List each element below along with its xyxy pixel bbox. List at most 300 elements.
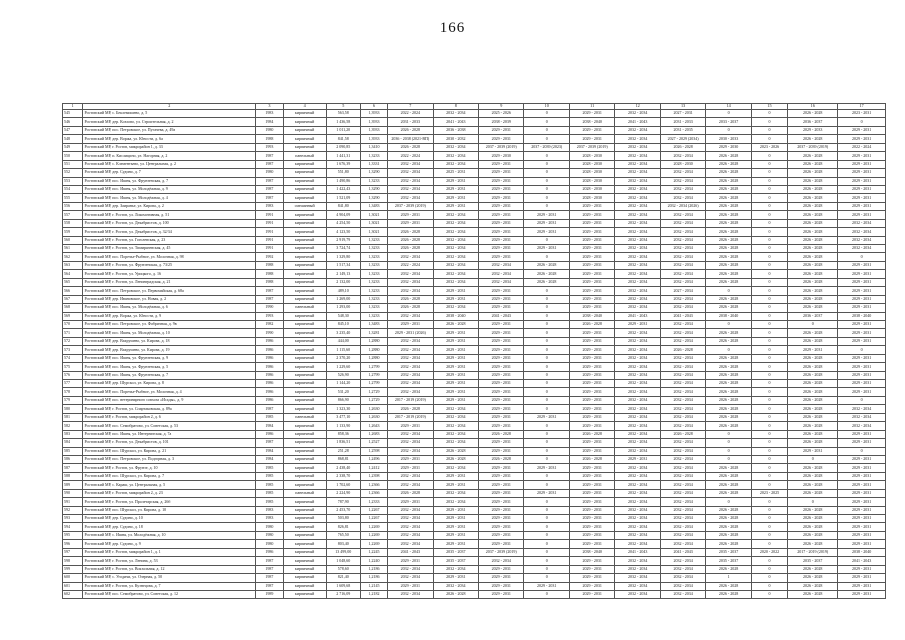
table-cell: 2029 - 2031	[838, 363, 886, 371]
table-cell: 0	[524, 177, 569, 185]
table-row	[63, 185, 886, 193]
table-cell: 1,3233	[360, 270, 387, 278]
table-cell: 2032 - 2034	[479, 261, 524, 269]
table-cell: 1987	[256, 194, 283, 202]
table-cell: 2032 - 2034	[615, 472, 660, 480]
table-row	[63, 515, 886, 523]
table-cell: 2032 - 2034	[660, 194, 705, 202]
table-cell: 1,2245	[360, 548, 387, 556]
table-cell: 2029 - 2031	[479, 253, 524, 261]
table-cell: 2041 - 2043	[479, 312, 524, 320]
table-cell: 821,40	[326, 574, 360, 582]
table-cell: 2023 - 2025	[751, 489, 787, 497]
table-cell: 2026 - 2028	[788, 430, 838, 438]
table-cell: 2032 - 2034	[615, 574, 660, 582]
table-cell: 2032 - 2034	[660, 498, 705, 506]
table-cell: 2029 - 2031	[569, 405, 614, 413]
table-cell: 2029 - 2030	[706, 143, 751, 151]
table-cell: 0	[524, 354, 569, 362]
table-cell: 2032 - 2034	[838, 245, 886, 253]
table-cell: 2026 - 2028	[788, 287, 838, 295]
table-cell: 2025 - 2026	[479, 110, 524, 118]
table-cell: 2038 - 2040	[838, 312, 886, 320]
table-row	[63, 472, 886, 480]
table-cell: 2029 - 2031	[479, 515, 524, 523]
table-cell: 2022 - 2024	[388, 152, 433, 160]
table-cell: 2029 - 2031	[479, 590, 524, 598]
table-cell: 0	[751, 565, 787, 573]
table-cell: 2022 - 2024	[388, 261, 433, 269]
column-header: 6	[360, 104, 387, 110]
table-cell: 1980	[256, 126, 283, 134]
table-cell: 1987	[256, 160, 283, 168]
table-cell: 1983	[256, 202, 283, 210]
table-cell: 2032 - 2034	[615, 380, 660, 388]
table-cell: 2032 - 2034	[615, 202, 660, 210]
row-number-cell: 598	[63, 557, 83, 565]
row-number-cell: 582	[63, 422, 83, 430]
row-number-cell: 567	[63, 295, 83, 303]
column-header: 8	[433, 104, 478, 110]
table-cell: 2029 - 2031	[479, 135, 524, 143]
table-cell: 0	[706, 447, 751, 455]
table-cell: 1987	[256, 177, 283, 185]
row-number-cell: 555	[63, 194, 83, 202]
table-cell: 0	[751, 396, 787, 404]
table-cell: 0	[524, 439, 569, 447]
table-cell: 2029 - 2031	[433, 515, 478, 523]
table-cell: 2032 - 2034	[615, 498, 660, 506]
table-cell: 2032 - 2034	[388, 380, 433, 388]
table-cell: 2029 - 2031	[388, 219, 433, 227]
column-header: 10	[524, 104, 569, 110]
table-cell: 1 115,60	[326, 346, 360, 354]
table-cell: 2032 - 2034	[615, 489, 660, 497]
table-cell: 1987	[256, 185, 283, 193]
table-row	[63, 574, 886, 582]
table-cell: 2032 - 2034	[660, 177, 705, 185]
table-cell: 1986	[256, 548, 283, 556]
table-cell: 2029 - 2031	[433, 337, 478, 345]
table-cell: 0	[838, 253, 886, 261]
table-cell: 2029 - 2031	[479, 540, 524, 548]
table-cell: 2029 - 2031	[479, 380, 524, 388]
table-cell: 2026 - 2028	[388, 245, 433, 253]
address-cell: Ростовский МР, г. Ростов, ул. Гоголевская, д. 23	[83, 236, 256, 244]
table-cell: 0	[524, 388, 569, 396]
table-cell: 787,90	[326, 498, 360, 506]
row-number-cell: 584	[63, 439, 83, 447]
table-cell: 2029 - 2031	[569, 388, 614, 396]
table-cell: 2029 - 2031	[433, 346, 478, 354]
table-cell: 2032 - 2034	[433, 152, 478, 160]
table-cell: 2026 - 2028	[569, 455, 614, 463]
table-cell: 2026 - 2028	[660, 346, 705, 354]
row-number-cell: 557	[63, 211, 83, 219]
table-cell: 2032 - 2034	[660, 236, 705, 244]
table-row	[63, 557, 886, 565]
table-cell: 2032 - 2034	[660, 464, 705, 472]
table-cell: 2032 - 2034	[433, 160, 478, 168]
table-cell: 2029 - 2031	[838, 126, 886, 134]
row-number-cell: 554	[63, 185, 83, 193]
table-cell: 0	[524, 430, 569, 438]
table-cell: 1986	[256, 380, 283, 388]
column-header: 12	[615, 104, 660, 110]
table-cell: 2026 - 2028	[388, 304, 433, 312]
table-cell: 2029 - 2031	[569, 245, 614, 253]
table-cell: 2037 - 2039 (2019)	[388, 202, 433, 210]
table-cell: 2032 - 2034	[615, 422, 660, 430]
table-cell: 2041 - 2043	[615, 118, 660, 126]
table-cell: 2026 - 2028	[706, 422, 751, 430]
table-cell: 1985	[256, 413, 283, 421]
address-cell: Ростовский МР, с. Караш, ул. Центральная, д. 5	[83, 481, 256, 489]
address-cell: Ростовский МР, пос. Петровское, ул. Пугачева, д. 49а	[83, 126, 256, 134]
table-cell: 1986	[256, 363, 283, 371]
table-cell: 0	[751, 177, 787, 185]
table-cell: 1,2630	[360, 413, 387, 421]
table-cell: 0	[751, 590, 787, 598]
table-cell: 2026 - 2028	[788, 194, 838, 202]
row-number-cell: 587	[63, 464, 83, 472]
table-cell: 2029 - 2031	[524, 211, 569, 219]
table-cell: 2032 - 2034	[615, 388, 660, 396]
address-cell: Ростовский МР, г. Ростов, микрорайон 1, д. 1	[83, 548, 256, 556]
table-cell: 0	[751, 202, 787, 210]
table-cell: кирпичный	[283, 498, 326, 506]
table-cell: 2026 - 2028	[706, 481, 751, 489]
table-row	[63, 135, 886, 143]
table-cell: 0	[751, 447, 787, 455]
table-cell: 2026 - 2028	[706, 177, 751, 185]
column-header: 13	[660, 104, 705, 110]
address-cell: Ростовский МР, дер. Воржа, ул. Юности, д. 6а	[83, 135, 256, 143]
table-cell: кирпичный	[283, 472, 326, 480]
table-cell: 2017 - 2019 (2019)	[788, 548, 838, 556]
table-cell: 1987	[256, 565, 283, 573]
table-cell: 2029 - 2031	[838, 304, 886, 312]
table-cell: 2029 - 2031	[569, 337, 614, 345]
table-cell: 2032 - 2034	[388, 481, 433, 489]
table-cell: 2026 - 2028	[788, 489, 838, 497]
table-cell: 0	[524, 160, 569, 168]
table-cell: 251,28	[326, 447, 360, 455]
table-cell: 2032 - 2034	[388, 169, 433, 177]
table-cell: 1,2799	[360, 363, 387, 371]
table-cell: 2026 - 2028	[706, 531, 751, 539]
address-cell: Ростовский МР, дер. Судино, д. 9	[83, 540, 256, 548]
table-cell: 2032 - 2034	[660, 481, 705, 489]
table-cell: 2029 - 2031	[569, 506, 614, 514]
table-cell: 0	[524, 540, 569, 548]
table-cell: 1987	[256, 287, 283, 295]
table-cell: 0	[524, 202, 569, 210]
table-cell: 2032 - 2034	[660, 455, 705, 463]
table-cell: 13 499,00	[326, 548, 360, 556]
table-cell: 2029 - 2031	[433, 363, 478, 371]
register-table-container	[62, 103, 886, 599]
table-cell: 2026 - 2028	[788, 295, 838, 303]
table-cell: 2037 - 2039 (2019)	[788, 143, 838, 151]
table-cell: 0	[706, 430, 751, 438]
table-cell: 2029 - 2031	[479, 464, 524, 472]
table-cell: 1,3021	[360, 211, 387, 219]
table-cell: 2032 - 2034	[388, 565, 433, 573]
table-cell: 2029 - 2031	[838, 371, 886, 379]
table-cell: 2032 - 2034	[388, 194, 433, 202]
table-cell: 2029 - 2031	[569, 565, 614, 573]
table-cell: 2035 - 2037	[706, 557, 751, 565]
table-cell: 1 490,86	[326, 177, 360, 185]
address-cell: Ростовский МР, дер. Вахрушево, ул. Кирова, д. 18	[83, 337, 256, 345]
table-cell: кирпичный	[283, 422, 326, 430]
table-cell: 2032 - 2034	[660, 515, 705, 523]
table-cell: 2038 - 2040	[569, 312, 614, 320]
table-row	[63, 396, 886, 404]
address-cell: Ростовский МР, г. Ростов, ул. Кузнецова, д. 7	[83, 582, 256, 590]
table-cell: 1,2269	[360, 540, 387, 548]
table-cell: 1,3233	[360, 295, 387, 303]
address-cell: Ростовский МР, дер. Козлово, ул. Строительная, д. 2	[83, 118, 256, 126]
table-cell: 1 521,09	[326, 194, 360, 202]
table-cell: 2029 - 2031	[838, 498, 886, 506]
table-cell: 2029 - 2031	[569, 270, 614, 278]
table-cell: 2026 - 2028	[706, 413, 751, 421]
table-row	[63, 169, 886, 177]
row-number-cell: 549	[63, 143, 83, 151]
row-number-cell: 599	[63, 565, 83, 573]
table-cell: 2029 - 2031	[838, 430, 886, 438]
address-cell: Ростовский МР, пос. Семибратово, ул. Советская, д. 53	[83, 422, 256, 430]
table-cell: 2032 - 2034	[388, 312, 433, 320]
table-cell: 2029 - 2031	[479, 329, 524, 337]
table-row	[63, 565, 886, 573]
table-cell: 1,3233	[360, 152, 387, 160]
table-cell: 2029 - 2031	[838, 531, 886, 539]
table-cell: кирпичный	[283, 557, 326, 565]
table-cell: 2029 - 2031	[433, 380, 478, 388]
table-cell: 1987	[256, 557, 283, 565]
table-cell: 2032 - 2034	[615, 177, 660, 185]
table-cell: 2026 - 2028	[788, 590, 838, 598]
table-cell: 2026 - 2028	[569, 430, 614, 438]
table-cell: 0	[524, 110, 569, 118]
table-cell: 2029 - 2031	[388, 320, 433, 328]
table-cell: 0	[751, 380, 787, 388]
table-cell: 2032 - 2034	[660, 447, 705, 455]
table-cell: 2032 - 2034	[433, 219, 478, 227]
table-cell: 0	[524, 481, 569, 489]
table-cell: 2026 - 2028	[524, 270, 569, 278]
table-cell: 0	[751, 110, 787, 118]
address-cell: Ростовский МР, г. Ростов, ул. Ленина, д. 53	[83, 557, 256, 565]
table-cell: 1,3233	[360, 304, 387, 312]
table-cell: 1 048,60	[326, 557, 360, 565]
table-cell: 2029 - 2031	[433, 396, 478, 404]
row-number-cell: 594	[63, 523, 83, 531]
table-cell: 2032 - 2034	[433, 439, 478, 447]
table-cell: 2029 - 2031	[433, 177, 478, 185]
table-cell: 0	[706, 110, 751, 118]
table-cell: 0	[751, 152, 787, 160]
table-cell: 1980	[256, 540, 283, 548]
table-cell: 0	[751, 506, 787, 514]
table-cell: кирпичный	[283, 354, 326, 362]
column-header: 2	[83, 104, 256, 110]
row-number-cell: 571	[63, 329, 83, 337]
table-cell: 2026 - 2028	[706, 304, 751, 312]
table-cell: 1986	[256, 371, 283, 379]
table-cell: 868,81	[326, 455, 360, 463]
table-cell: 2029 - 2031	[433, 388, 478, 396]
table-row	[63, 506, 886, 514]
table-cell: 1982	[256, 320, 283, 328]
table-cell: 2029 - 2031	[479, 582, 524, 590]
table-cell: 1,2186	[360, 574, 387, 582]
table-cell: 2032 - 2034	[615, 481, 660, 489]
table-cell: 2031 - 2035	[660, 126, 705, 134]
table-cell: 0	[751, 430, 787, 438]
table-cell: 2029 - 2031	[615, 455, 660, 463]
table-cell: 1,2240	[360, 557, 387, 565]
table-cell: 2032 - 2034	[660, 405, 705, 413]
table-cell: 2028 - 2030	[569, 194, 614, 202]
table-row	[63, 312, 886, 320]
table-cell: 0	[751, 287, 787, 295]
row-number-cell: 574	[63, 354, 83, 362]
table-cell: 0	[524, 169, 569, 177]
table-row	[63, 329, 886, 337]
table-row	[63, 236, 886, 244]
table-cell: 1,3233	[360, 253, 387, 261]
table-cell: 0	[524, 320, 569, 328]
table-cell: 2032 - 2034	[660, 169, 705, 177]
table-cell: 2038 - 2040	[569, 118, 614, 126]
table-cell: 548,30	[326, 312, 360, 320]
address-cell: Ростовский МР, с. Угодичи, ул. Озерная, д. 50	[83, 574, 256, 582]
address-cell: Ростовский МР, г. Ростов, ул. Декабристов, д. 101	[83, 439, 256, 447]
table-cell: 2029 - 2031	[838, 295, 886, 303]
table-cell: 2028 - 2030	[569, 169, 614, 177]
table-row	[63, 439, 886, 447]
table-cell: 2038 - 2039	[479, 118, 524, 126]
table-cell: 0	[751, 245, 787, 253]
table-row	[63, 531, 886, 539]
table-cell: 2029 - 2031	[838, 472, 886, 480]
table-row	[63, 489, 886, 497]
table-cell: 0	[524, 380, 569, 388]
table-cell: 0	[751, 515, 787, 523]
table-cell: 2029 - 2031	[479, 219, 524, 227]
table-cell: кирпичный	[283, 135, 326, 143]
table-cell: 0	[751, 118, 787, 126]
table-cell: 0	[524, 194, 569, 202]
table-cell: 2032 - 2034	[433, 565, 478, 573]
table-cell: 2032 - 2034	[660, 489, 705, 497]
table-cell: 2032 - 2034	[838, 228, 886, 236]
address-cell: Ростовский МР, дер. Заиранье, ул. Кирова, д. 2	[83, 202, 256, 210]
table-cell: 1,3233	[360, 245, 387, 253]
table-cell: 0	[751, 523, 787, 531]
table-cell: 1,2799	[360, 380, 387, 388]
table-cell: 2029 - 2031	[838, 439, 886, 447]
table-cell: 2029 - 2031	[479, 304, 524, 312]
table-cell: кирпичный	[283, 439, 326, 447]
table-cell: 2029 - 2031	[479, 160, 524, 168]
table-cell: 0	[524, 396, 569, 404]
row-number-cell: 564	[63, 270, 83, 278]
table-cell: 1988	[256, 270, 283, 278]
table-cell: 2032 - 2034	[838, 405, 886, 413]
table-cell: 1,2729	[360, 388, 387, 396]
table-cell: 2026 - 2028	[788, 152, 838, 160]
table-cell: 2026 - 2028	[788, 363, 838, 371]
row-number-cell: 573	[63, 346, 83, 354]
table-cell: кирпичный	[283, 371, 326, 379]
table-cell: 0	[751, 185, 787, 193]
table-cell: 2026 - 2028	[706, 388, 751, 396]
table-cell: 1,3233	[360, 236, 387, 244]
table-cell: 2033 - 2037	[706, 118, 751, 126]
table-cell: 0	[524, 523, 569, 531]
table-cell: 2032 - 2034	[660, 219, 705, 227]
table-cell: 2032 - 2034	[660, 422, 705, 430]
table-cell: 1987	[256, 405, 283, 413]
table-cell: 0	[751, 219, 787, 227]
table-cell: 2029 - 2031	[479, 574, 524, 582]
table-cell: 2029 - 2031	[524, 245, 569, 253]
table-cell: 2032 - 2034	[660, 270, 705, 278]
table-cell: 2029 - 2031	[569, 582, 614, 590]
table-cell: 2029 - 2031	[479, 413, 524, 421]
table-row	[63, 455, 886, 463]
table-cell: 2032 - 2034	[433, 304, 478, 312]
table-cell: 0	[751, 261, 787, 269]
table-cell: 2029 - 2031	[569, 346, 614, 354]
table-cell: 2026 - 2028	[433, 320, 478, 328]
table-cell: 0	[751, 270, 787, 278]
table-row	[63, 245, 886, 253]
table-cell: 1984	[256, 118, 283, 126]
table-cell: 2029 - 2031	[838, 211, 886, 219]
table-cell: кирпичный	[283, 337, 326, 345]
table-cell: 2032 - 2034	[660, 506, 705, 514]
table-cell: 1 269,00	[326, 295, 360, 303]
table-cell: 1986	[256, 337, 283, 345]
table-cell: 2 438,40	[326, 464, 360, 472]
table-cell: 2029 - 2031	[479, 346, 524, 354]
address-cell: Ростовский МР, пос. Шурскол, ул. Кирова, д. 21	[83, 447, 256, 455]
table-cell: 2029 - 2031	[569, 590, 614, 598]
table-cell: 1,3021	[360, 228, 387, 236]
table-cell: 2032 - 2034	[615, 506, 660, 514]
address-cell: Ростовский МР, г. Ростов, ул. Урицкого, д. 16	[83, 270, 256, 278]
row-number-cell: 556	[63, 202, 83, 210]
address-cell: Ростовский МР, дер. Воржа, ул. Юности, д. 9	[83, 312, 256, 320]
table-cell: 1987	[256, 152, 283, 160]
table-cell: 2032 - 2034	[615, 169, 660, 177]
table-cell: 2026 - 2028	[706, 185, 751, 193]
table-cell: 444,00	[326, 337, 360, 345]
table-cell: 2032 - 2034	[615, 430, 660, 438]
row-number-cell: 593	[63, 515, 83, 523]
table-cell: 0	[751, 278, 787, 286]
table-cell: 2029 - 2031	[569, 219, 614, 227]
table-cell: 2026 - 2028	[706, 228, 751, 236]
table-cell: кирпичный	[283, 464, 326, 472]
table-cell: 2035 - 2037	[706, 548, 751, 556]
